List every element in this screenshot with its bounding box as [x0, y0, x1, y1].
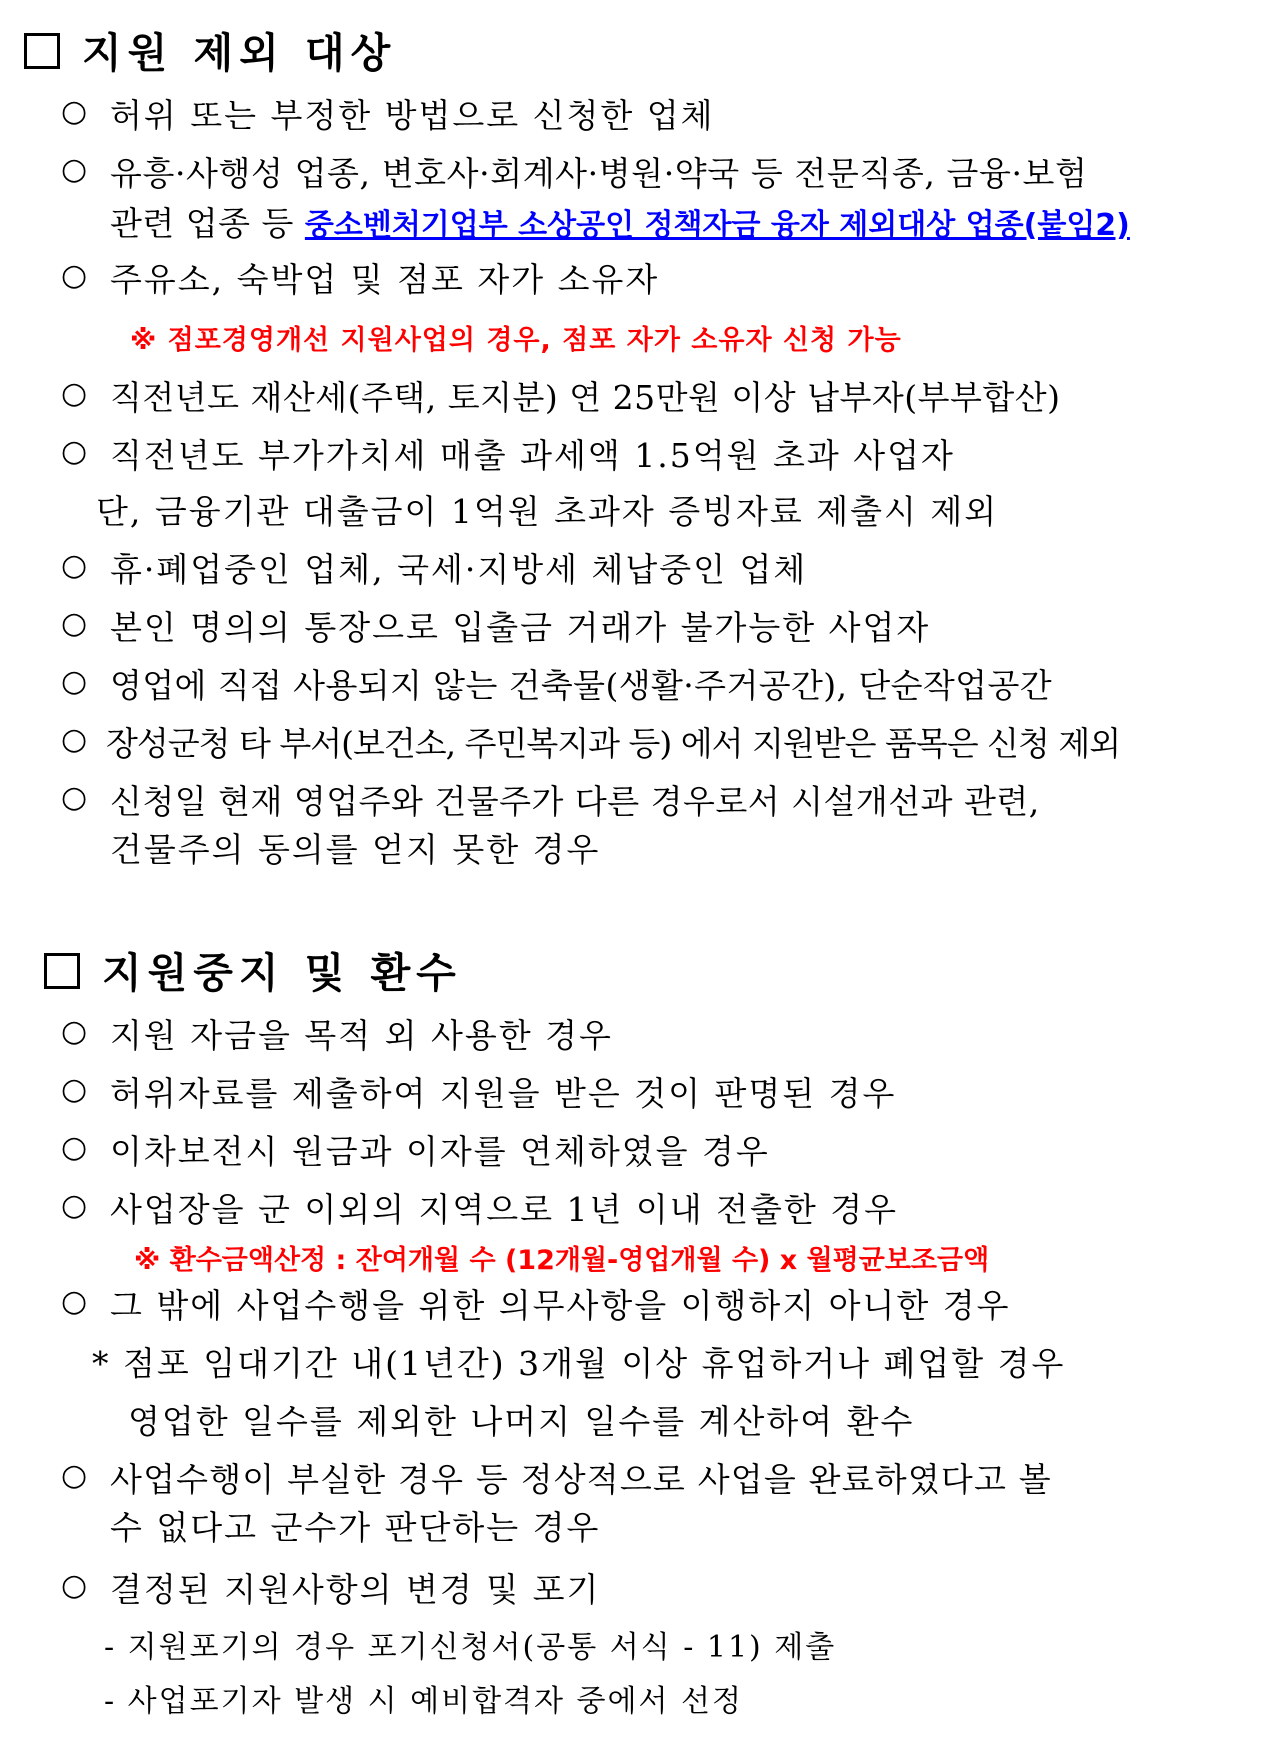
note-red: ※ 점포경영개선 지원사업의 경우, 점포 자가 소유자 신청 가능 — [130, 325, 902, 356]
list-item-continuation: 수 없다고 군수가 판단하는 경우 — [110, 1508, 601, 1547]
bullet-icon: ○ — [61, 664, 88, 699]
checkbox-square-icon — [24, 33, 60, 69]
bullet-icon: ○ — [61, 1130, 88, 1165]
bullet-icon: ○ — [61, 1014, 88, 1049]
bullet-icon: ○ — [61, 152, 88, 187]
list-item-continuation: 단, 금융기관 대출금이 1억원 초과자 증빙자료 제출시 제외 — [96, 492, 999, 531]
list-item: 본인 명의의 통장으로 입출금 거래가 불가능한 사업자 — [110, 608, 931, 647]
attachment-link[interactable]: 중소벤처기업부 소상공인 정책자금 융자 제외대상 업종(붙임2) — [304, 208, 1130, 243]
sub-item: - 지원포기의 경우 포기신청서(공통 서식 - 11) 제출 — [104, 1630, 837, 1665]
bullet-icon: ○ — [61, 1458, 88, 1493]
bullet-icon: ○ — [61, 1568, 88, 1603]
bullet-icon: ○ — [61, 780, 88, 815]
list-item: 허위 또는 부정한 방법으로 신청한 업체 — [110, 96, 715, 135]
checkbox-square-icon — [44, 953, 80, 989]
list-item: 결정된 지원사항의 변경 및 포기 — [110, 1570, 601, 1609]
list-item: 주유소, 숙박업 및 점포 자가 소유자 — [110, 260, 660, 299]
sub-item: * 점포 임대기간 내(1년간) 3개월 이상 휴업하거나 폐업할 경우 — [92, 1344, 1066, 1383]
bullet-icon: ○ — [61, 1072, 88, 1107]
bullet-icon: ○ — [61, 548, 88, 583]
note-red: ※ 환수금액산정 : 잔여개월 수 (12개월-영업개월 수) x 월평균보조금액 — [134, 1245, 990, 1276]
list-item: 이차보전시 원금과 이자를 연체하였을 경우 — [110, 1132, 770, 1171]
sub-item-continuation: 영업한 일수를 제외한 나머지 일수를 계산하여 환수 — [128, 1402, 915, 1441]
bullet-icon: ○ — [61, 258, 88, 293]
list-item: 직전년도 부가가치세 매출 과세액 1.5억원 초과 사업자 — [110, 436, 955, 475]
list-item: 유흥·사행성 업종, 변호사·회계사·병원·약국 등 전문직종, 금융·보험 — [110, 154, 1088, 193]
list-item: 사업장을 군 이외의 지역으로 1년 이내 전출한 경우 — [110, 1190, 898, 1229]
bullet-icon: ○ — [61, 94, 88, 129]
bullet-icon: ○ — [61, 434, 88, 469]
bullet-icon: ○ — [61, 722, 88, 757]
bullet-icon: ○ — [61, 606, 88, 641]
list-item: 허위자료를 제출하여 지원을 받은 것이 판명된 경우 — [110, 1074, 897, 1113]
bullet-icon: ○ — [61, 376, 88, 411]
list-item: 장성군청 타 부서(보건소, 주민복지과 등) 에서 지원받은 품목은 신청 제외 — [106, 724, 1121, 763]
list-item-continuation: 건물주의 동의를 얻지 못한 경우 — [110, 830, 601, 869]
list-item: 휴·폐업중인 업체, 국세·지방세 체납중인 업체 — [110, 550, 808, 589]
section-heading-suspension: 지원중지 및 환수 — [44, 940, 462, 999]
bullet-icon: ○ — [61, 1188, 88, 1223]
list-item: 영업에 직접 사용되지 않는 건축물(생활·주거공간), 단순작업공간 — [110, 666, 1053, 705]
list-item-continuation — [110, 198, 1130, 245]
list-item: 사업수행이 부실한 경우 등 정상적으로 사업을 완료하였다고 볼 — [110, 1460, 1052, 1499]
section-heading-exclusions: 지원 제외 대상 — [24, 20, 396, 79]
list-item-text: 관련 업종 등 — [110, 204, 294, 243]
list-item: 지원 자금을 목적 외 사용한 경우 — [110, 1016, 613, 1055]
list-item: 그 밖에 사업수행을 위한 의무사항을 이행하지 아니한 경우 — [110, 1286, 1011, 1325]
list-item: 직전년도 재산세(주택, 토지분) 연 25만원 이상 납부자(부부합산) — [110, 378, 1061, 417]
bullet-icon: ○ — [61, 1284, 88, 1319]
list-item: 신청일 현재 영업주와 건물주가 다른 경우로서 시설개선과 관련, — [110, 782, 1040, 821]
sub-item: - 사업포기자 발생 시 예비합격자 중에서 선정 — [104, 1684, 743, 1719]
